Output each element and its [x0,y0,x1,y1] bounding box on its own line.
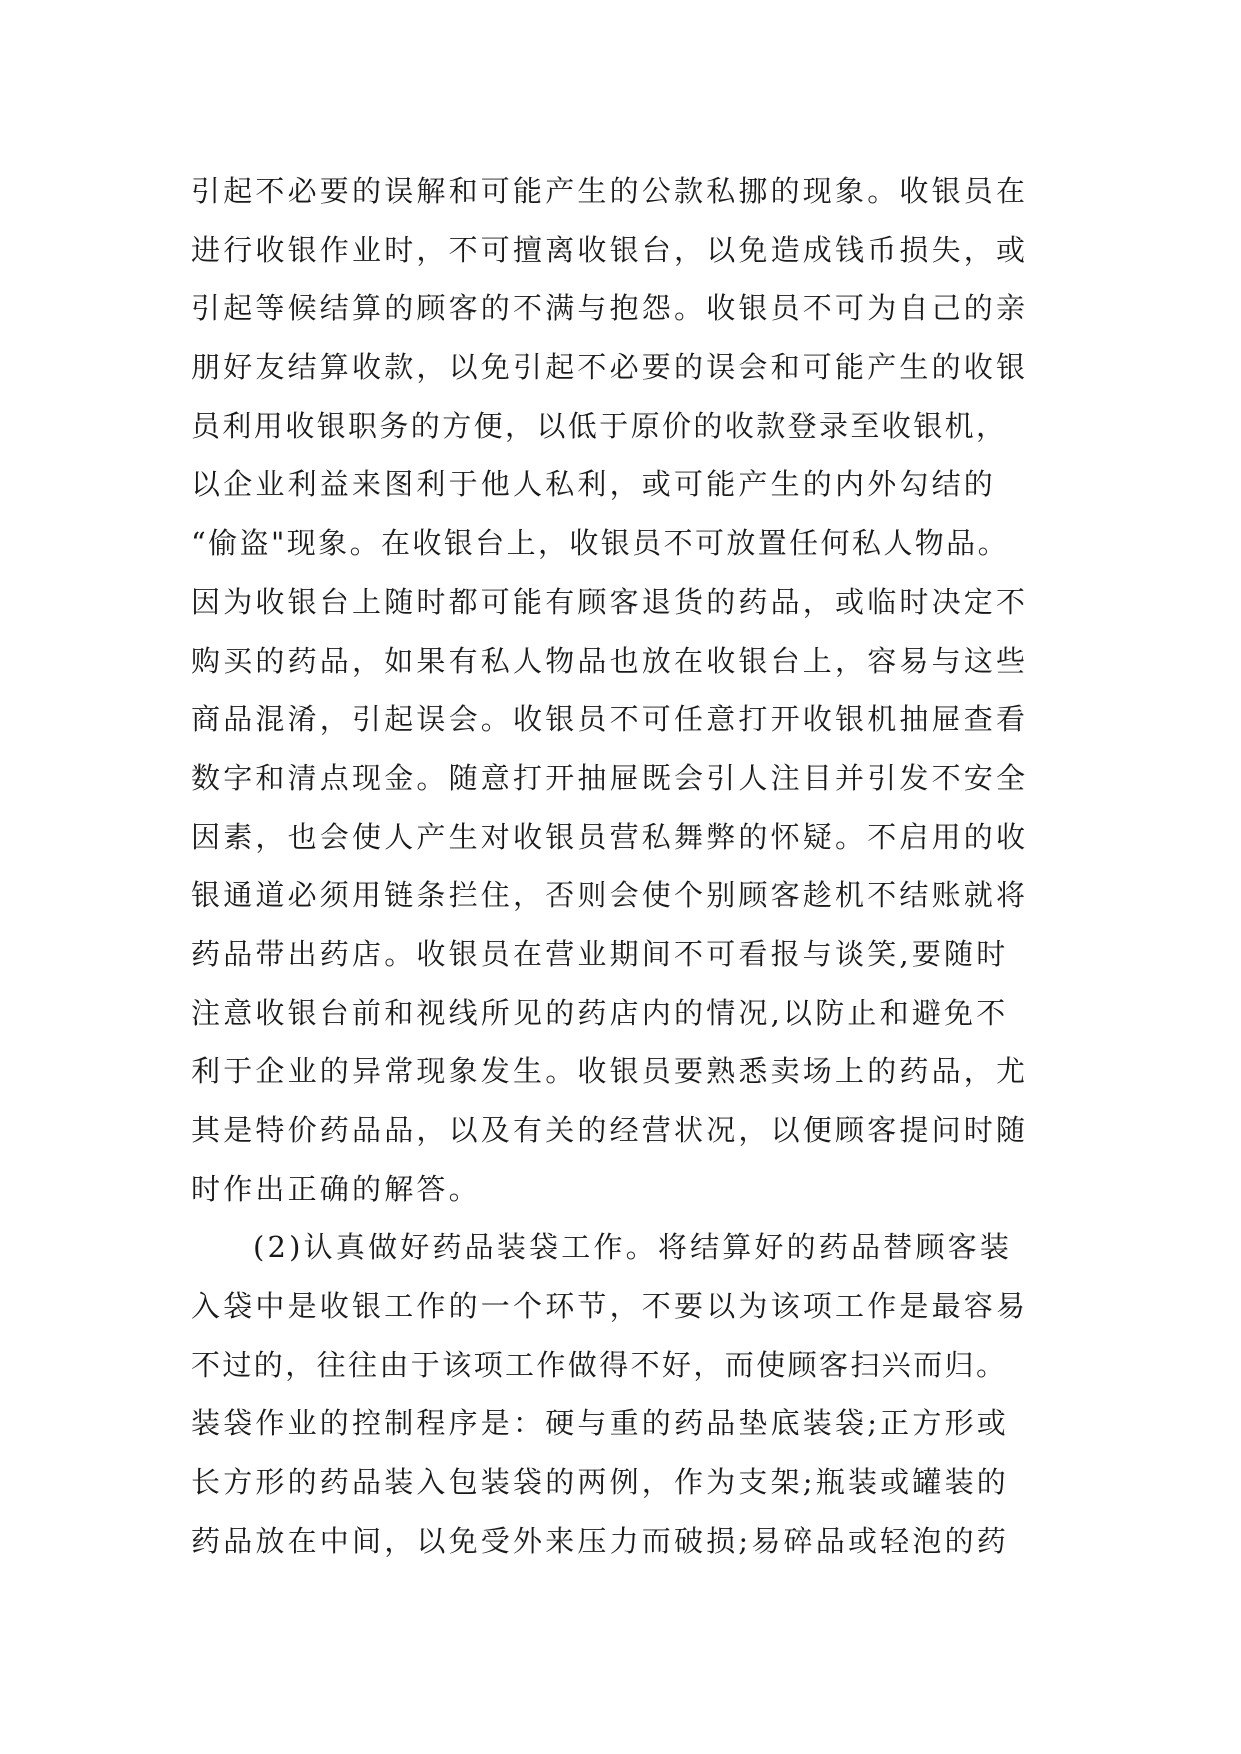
text-line: 装袋作业的控制程序是：硬与重的药品垫底装袋;正方形或 [191,1406,1009,1441]
text-line: 入袋中是收银工作的一个环节，不要以为该项工作是最容易 [191,1289,1029,1324]
text-line: 进行收银作业时，不可擅离收银台，以免造成钱币损失，或 [191,232,1029,267]
text-line: 朋好友结算收款，以免引起不必要的误会和可能产生的收银 [191,350,1029,385]
text-line: 引起等候结算的顾客的不满与抱怨。收银员不可为自己的亲 [191,291,1029,326]
text-line: 商品混淆，引起误会。收银员不可任意打开收银机抽屉查看 [191,702,1029,737]
text-line: 其是特价药品品，以及有关的经营状况，以便顾客提问时随 [191,1113,1029,1147]
text-line: (2)认真做好药品装袋工作。将结算好的药品替顾客装 [253,1230,1013,1265]
text-line: 以企业利益来图利于他人私利，或可能产生的内外勾结的 [191,467,997,502]
text-line: 因为收银台上随时都可能有顾客退货的药品，或临时决定不 [191,584,1029,619]
text-line: 因素，也会使人产生对收银员营私舞弊的怀疑。不启用的收 [191,819,1029,854]
text-line: 药品放在中间，以免受外来压力而破损;易碎品或轻泡的药 [191,1523,1009,1558]
text-line: 员利用收银职务的方便，以低于原价的收款登录至收银机， [191,408,1008,443]
text-line: 利于企业的异常现象发生。收银员要熟悉卖场上的药品，尤 [191,1054,1029,1089]
text-line: 药品带出药店。收银员在营业期间不可看报与谈笑,要随时 [191,936,1009,971]
text-line: 引起不必要的误解和可能产生的公款私挪的现象。收银员在 [191,174,1029,208]
text-line: 购买的药品，如果有私人物品也放在收银台上，容易与这些 [191,643,1029,678]
body-text [191,162,1071,1571]
text-line: 不过的，往往由于该项工作做得不好，而使顾客扫兴而归。 [191,1347,1008,1382]
text-line: 注意收银台前和视线所见的药店内的情况,以防止和避免不 [191,995,1009,1030]
text-line: 时作出正确的解答。 [191,1171,481,1206]
text-line: 长方形的药品装入包装袋的两例，作为支架;瓶装或罐装的 [191,1465,1009,1500]
paragraph-2 [191,1218,1071,1570]
text-line: 银通道必须用链条拦住，否则会使个别顾客趁机不结账就将 [191,878,1029,913]
text-line: 数字和清点现金。随意打开抽屉既会引人注目并引发不安全 [191,760,1029,795]
text-line: “偷盗"现象。在收银台上，收银员不可放置任何私人物品。 [191,526,1009,561]
paragraph-1 [191,162,1071,1218]
